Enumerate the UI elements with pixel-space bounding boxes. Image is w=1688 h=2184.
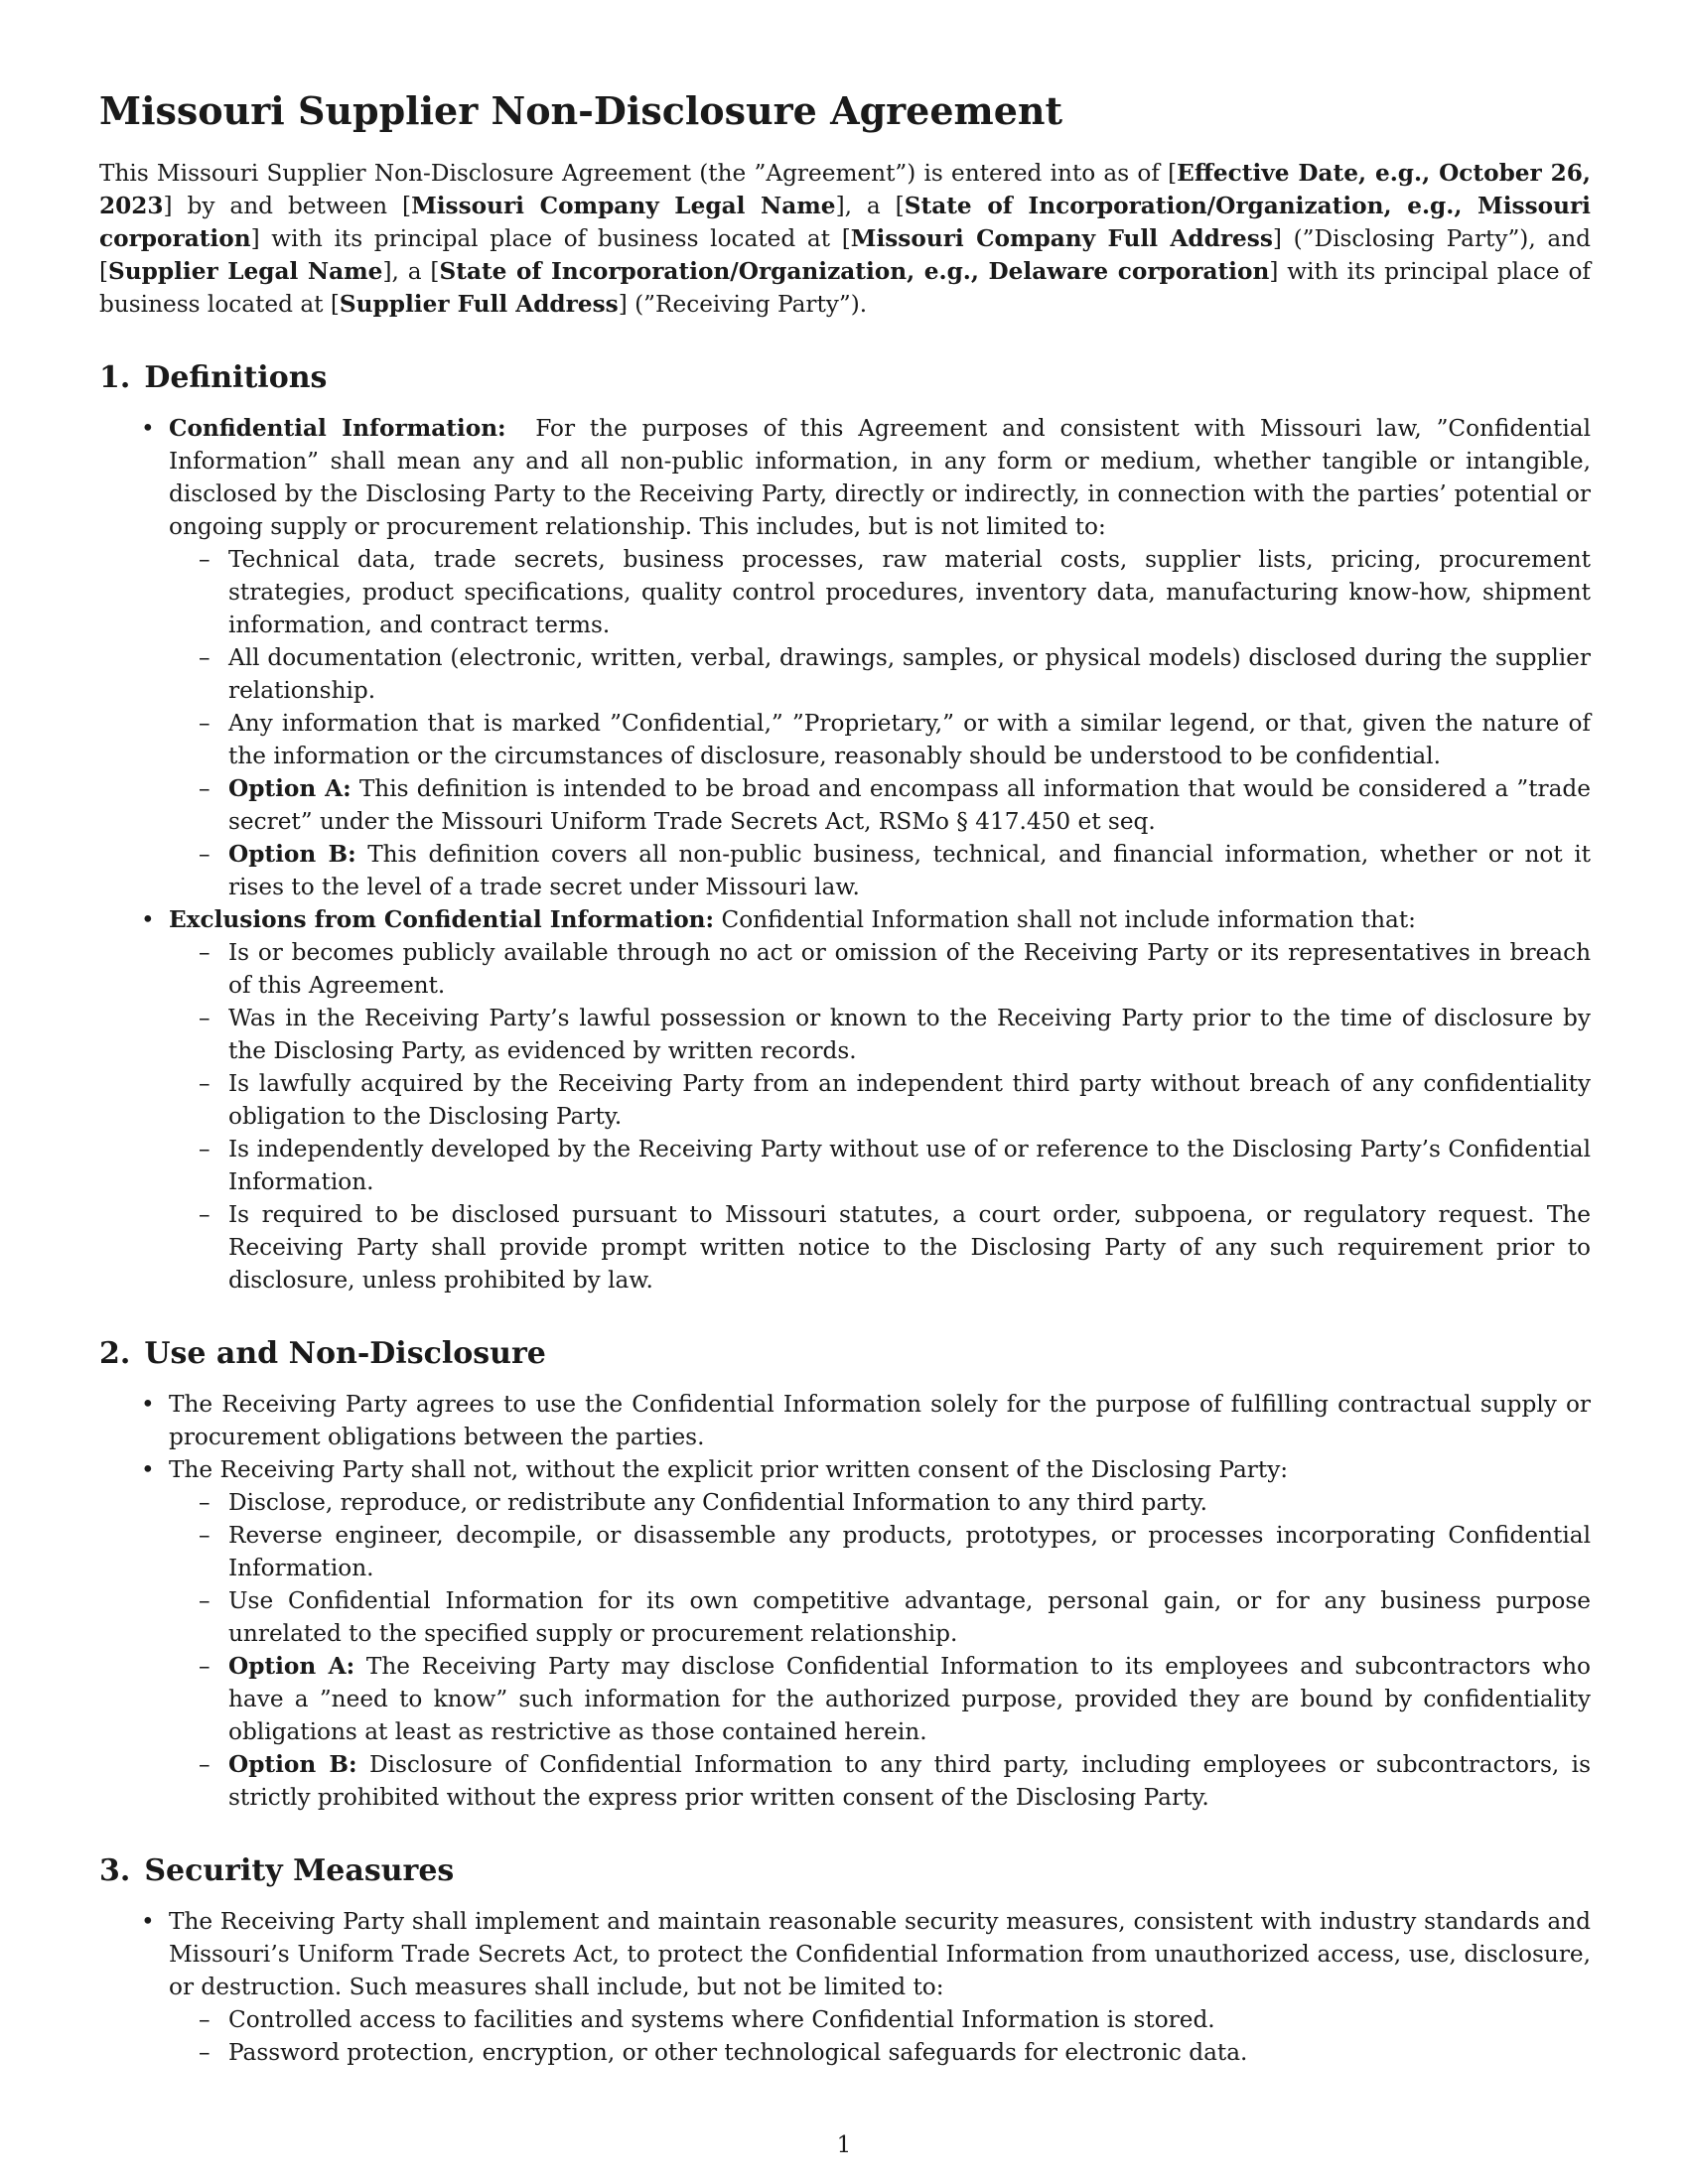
intro-text: This Missouri Supplier Non-Disclosure Agreement (the ”Agreement”) is entered into as of [ — [99, 160, 1178, 187]
sub-list-item: – Is required to be disclosed pursuant to Missouri statutes, a court order, subpoena, or regulatory request. The Receiving Party shall provide prompt written notice to the Disclosing Party of any such requirement prior to disclosure, unless prohibited by law. — [228, 1198, 1591, 1297]
sub-list-item: – Is lawfully acquired by the Receiving Party from an independent third party without breach of any confidentiality obligation to the Disclosing Party. — [228, 1067, 1591, 1133]
intro-text: ] by and between [ — [163, 193, 412, 219]
placeholder-company-state: State of Incorporation/Organization, e.g., Missouri corporation — [99, 193, 1591, 252]
list-item-text: The Receiving Party shall not, without the explicit prior written consent of the Disclosing Party: — [169, 1456, 1289, 1483]
section-heading-security-measures — [99, 1851, 1591, 1891]
sub-list-item: – Disclose, reproduce, or redistribute any Confidential Information to any third party. — [228, 1486, 1591, 1519]
option-label: Option B: — [228, 1751, 357, 1778]
section-title: Use and Non-Disclosure — [144, 1336, 546, 1371]
option-text: This definition is intended to be broad and encompass all information that would be considered a ”trade secret” under the Missouri Uniform Trade Secrets Act, RSMo § 417.450 et seq. — [228, 775, 1591, 835]
sub-list-item — [228, 1748, 1591, 1814]
document-body — [99, 87, 1591, 2069]
list-item — [169, 412, 1591, 903]
list-item — [169, 903, 1591, 1297]
placeholder-supplier-address: Supplier Full Address — [339, 291, 619, 318]
sub-list-item: – Password protection, encryption, or other technological safeguards for electronic data. — [228, 2036, 1591, 2069]
sub-list-item: – All documentation (electronic, written, verbal, drawings, samples, or physical models) disclosed during the supplier relationship. — [228, 641, 1591, 707]
sub-list — [169, 936, 1591, 1297]
sub-list-item — [228, 838, 1591, 903]
list-item — [169, 1453, 1591, 1814]
intro-paragraph — [99, 157, 1591, 321]
sub-list — [169, 543, 1591, 903]
placeholder-company-address: Missouri Company Full Address — [850, 225, 1273, 252]
term-text: For the purposes of this Agreement and consistent with Missouri law, ”Confidential Information” shall mean any and all non-public information, in any form or medium, whether tangible or intangible, disclosed by the Disclosing Party to the Receiving Party, directly or indirectly, in connection with the parties’ potential or ongoing supply or procurement relationship. This includes, but is not limited to: — [169, 415, 1591, 540]
option-label: Option A: — [228, 1653, 355, 1680]
section-number: 1. — [99, 360, 131, 395]
section-heading-definitions — [99, 358, 1591, 398]
sub-list-item: – Use Confidential Information for its own competitive advantage, personal gain, or for any business purpose unrelated to the specified supply or procurement relationship. — [228, 1584, 1591, 1650]
security-list — [99, 1905, 1591, 2069]
page-number: 1 — [836, 2132, 852, 2158]
section-heading-use-and-non-disclosure — [99, 1334, 1591, 1374]
placeholder-supplier-name: Supplier Legal Name — [108, 258, 383, 285]
section-title: Definitions — [144, 360, 328, 395]
sub-list-item: – Is independently developed by the Receiving Party without use of or reference to the Disclosing Party’s Confidential Information. — [228, 1133, 1591, 1198]
placeholder-effective-date: Effective Date, e.g., October 26, 2023 — [99, 160, 1591, 219]
section-number: 3. — [99, 1853, 131, 1888]
option-label: Option B: — [228, 841, 356, 868]
definitions-list — [99, 412, 1591, 1297]
sub-list-item: – Technical data, trade secrets, business processes, raw material costs, supplier lists, pricing, procurement strategies, product specifications, quality control procedures, inventory data, manufacturing know-how, shipment information, and contract terms. — [228, 543, 1591, 641]
intro-text: ] with its principal place of business located at [ — [99, 258, 1592, 318]
intro-text: ] (”Disclosing Party”), and [ — [99, 225, 1592, 285]
section-title: Security Measures — [144, 1853, 455, 1888]
document-title: Missouri Supplier Non-Disclosure Agreement — [99, 88, 1063, 133]
list-item — [169, 1905, 1591, 2069]
intro-text: ], a [ — [835, 193, 905, 219]
sub-list-item: – Any information that is marked ”Confidential,” ”Proprietary,” or with a similar legend, or that, given the nature of the information or the circumstances of disclosure, reasonably should be understood to be confidential. — [228, 707, 1591, 772]
use-list — [99, 1388, 1591, 1814]
option-text: The Receiving Party may disclose Confidential Information to its employees and subcontractors who have a ”need to know” such information for the authorized purpose, provided they are bound by confidentiality obligations at least as restrictive as those contained herein. — [228, 1653, 1592, 1745]
option-label: Option A: — [228, 775, 352, 802]
sub-list-item: – Was in the Receiving Party’s lawful possession or known to the Receiving Party prior to the time of disclosure by the Disclosing Party, as evidenced by written records. — [228, 1002, 1591, 1067]
term-text: Confidential Information shall not include information that: — [721, 906, 1416, 933]
sub-list-item: – Controlled access to facilities and systems where Confidential Information is stored. — [228, 2003, 1591, 2036]
section-number: 2. — [99, 1336, 131, 1371]
sub-list-item — [228, 1650, 1591, 1748]
sub-list-item — [228, 772, 1591, 838]
intro-text: ] with its principal place of business located at [ — [250, 225, 851, 252]
list-item-text: The Receiving Party shall implement and maintain reasonable security measures, consistent with industry standards and Missouri’s Uniform Trade Secrets Act, to protect the Confidential Information from unauthorized access, use, disclosure, or destruction. Such measures shall include, but not be limited to: — [169, 1908, 1591, 2000]
sub-list — [169, 2003, 1591, 2069]
intro-text: ] (”Receiving Party”). — [618, 291, 868, 318]
sub-list — [169, 1486, 1591, 1814]
option-text: Disclosure of Confidential Information to any third party, including employees or subcontractors, is strictly prohibited without the express prior written consent of the Disclosing Party. — [228, 1751, 1591, 1811]
sub-list-item: – Reverse engineer, decompile, or disassemble any products, prototypes, or processes incorporating Confidential Information. — [228, 1519, 1591, 1584]
placeholder-company-name: Missouri Company Legal Name — [411, 193, 836, 219]
option-text: This definition covers all non-public business, technical, and financial information, whether or not it rises to the level of a trade secret under Missouri law. — [228, 841, 1591, 900]
term-label: Confidential Information: — [169, 415, 506, 442]
sub-list-item: – Is or becomes publicly available through no act or omission of the Receiving Party or its representatives in breach of this Agreement. — [228, 936, 1591, 1002]
term-label: Exclusions from Confidential Information: — [169, 906, 715, 933]
intro-text: ], a [ — [382, 258, 440, 285]
placeholder-supplier-state: State of Incorporation/Organization, e.g., Delaware corporation — [439, 258, 1270, 285]
list-item: • The Receiving Party agrees to use the Confidential Information solely for the purpose of fulfilling contractual supply or procurement obligations between the parties. — [169, 1388, 1591, 1453]
